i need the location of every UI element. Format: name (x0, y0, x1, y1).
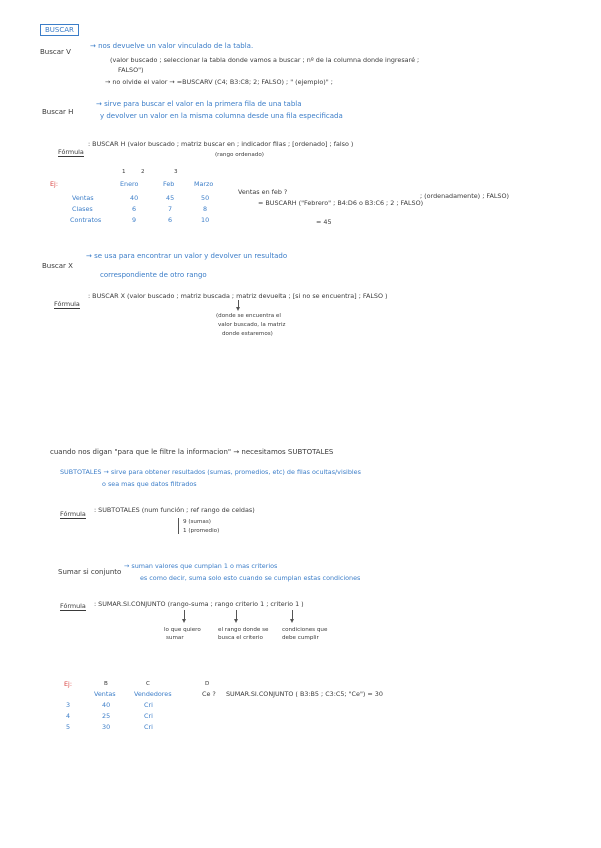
sumarsi-note: debe cumplir (282, 635, 319, 641)
table-header: Enero (120, 180, 139, 188)
arrow-down-icon (236, 307, 240, 311)
table-cell: 6 (132, 205, 137, 213)
buscarh-formula-label: Fórmula (58, 148, 84, 156)
table-cell: 8 (203, 205, 208, 213)
col-num: 2 (141, 169, 145, 175)
buscarv-heading: Buscar V (40, 48, 71, 56)
buscarh-formula: : BUSCAR H (valor buscado ; matriz buscar en ; indicador filas ; [ordenado] ; falso ) (88, 140, 354, 148)
sumarsi-formula: : SUMAR.SI.CONJUNTO (rango-suma ; rango criterio 1 ; criterio 1 ) (94, 600, 304, 608)
bracket-line (178, 518, 179, 534)
subtotales-option: 9 (sumas) (183, 519, 211, 525)
buscarx-note: (donde se encuentra el (216, 313, 281, 319)
table-cell: Contratos (70, 216, 102, 224)
subtotales-formula-label: Fórmula (60, 510, 86, 518)
sumarsi-description-2: es como decir, suma solo esto cuando se cumplan estas condiciones (140, 574, 361, 582)
table-cell: Ventas (72, 194, 94, 202)
col-letter: B (104, 681, 108, 687)
sumarsi-heading: Sumar si conjunto (58, 568, 122, 576)
subtotales-description-2: o sea mas que datos filtrados (102, 480, 197, 488)
table-cell: 7 (168, 205, 173, 213)
sumarsi-description-1: → suman valores que cumplan 1 o mas criterios (124, 562, 278, 570)
table-cell: Cri (144, 723, 153, 731)
table-header: Ventas (94, 690, 116, 698)
table-cell: 6 (168, 216, 173, 224)
page-title: BUSCAR (40, 24, 79, 36)
buscarh-heading: Buscar H (42, 108, 74, 116)
table-cell: 3 (66, 701, 71, 709)
table-header: Feb (163, 180, 175, 188)
arrow-down-icon (290, 619, 294, 623)
buscarh-formula-note: (rango ordenado) (215, 152, 264, 158)
table-cell: 30 (102, 723, 111, 731)
buscarx-formula: : BUSCAR X (valor buscado ; matriz buscada ; matriz devuelta ; [si no se encuentra] ; FALSO ) (88, 292, 388, 300)
buscarh-result: = 45 (316, 218, 332, 226)
arrow-down-icon (234, 619, 238, 623)
subtotales-intro: cuando nos digan "para que le filtre la informacion" → necesitamos SUBTOTALES (50, 448, 334, 456)
buscarx-note: donde estaremos) (222, 331, 273, 337)
sumarsi-answer: SUMAR.SI.CONJUNTO ( B3:B5 ; C3:C5; "Ce") = 30 (226, 690, 383, 698)
sumarsi-note: lo que quiero (164, 627, 201, 633)
buscarh-question: Ventas en feb ? (238, 188, 288, 196)
sumarsi-note: condiciones que (282, 627, 328, 633)
table-cell: Cri (144, 712, 153, 720)
subtotales-description-1: SUBTOTALES → sirve para obtener resultados (sumas, promedios, etc) de filas ocultas/visibles (60, 468, 361, 476)
table-header: Vendedores (134, 690, 172, 698)
table-cell: 50 (201, 194, 210, 202)
table-cell: 9 (132, 216, 137, 224)
table-cell: 45 (166, 194, 175, 202)
table-cell: 40 (130, 194, 139, 202)
buscarv-formula-end: FALSO") (118, 66, 144, 74)
col-letter: D (205, 681, 210, 687)
buscarv-formula-line: (valor buscado ; seleccionar la tabla donde vamos a buscar ; nº de la columna donde ingresaré ; (110, 56, 420, 64)
table-cell: 4 (66, 712, 71, 720)
buscarh-example-label: Ej: (50, 180, 58, 188)
subtotales-formula: : SUBTOTALES (num función ; ref rango de celdas) (94, 506, 255, 514)
buscarx-formula-label: Fórmula (54, 300, 80, 308)
buscarv-description: → nos devuelve un valor vinculado de la tabla. (90, 42, 254, 50)
sumarsi-note: busca el criterio (218, 635, 263, 641)
buscarh-answer-alt: ; (ordenadamente) ; FALSO) (420, 192, 509, 200)
arrow-down-icon (182, 619, 186, 623)
table-header: Marzo (194, 180, 214, 188)
buscarv-example: → no olvide el valor → =BUSCARV (C4; B3:C8; 2; FALSO) ; " (ejemplo)" ; (105, 78, 333, 86)
sumarsi-formula-label: Fórmula (60, 602, 86, 610)
sumarsi-note: el rango donde se (218, 627, 269, 633)
col-letter: C (146, 681, 150, 687)
buscarx-note: valor buscado, la matriz (218, 322, 286, 328)
buscarh-description-1: → sirve para buscar el valor en la primera fila de una tabla (96, 100, 302, 108)
sumarsi-note: sumar (166, 635, 184, 641)
table-cell: Cri (144, 701, 153, 709)
sumarsi-example-label: Ej: (64, 680, 72, 688)
buscarh-description-2: y devolver un valor en la misma columna desde una fila especificada (100, 112, 343, 120)
table-cell: 10 (201, 216, 210, 224)
subtotales-option: 1 (promedio) (183, 528, 220, 534)
buscarx-heading: Buscar X (42, 262, 73, 270)
table-cell: Clases (72, 205, 93, 213)
buscarx-description-2: correspondiente de otro rango (100, 271, 207, 279)
table-cell: 40 (102, 701, 111, 709)
table-cell: 5 (66, 723, 71, 731)
col-num: 3 (174, 169, 178, 175)
sumarsi-question: Ce ? (202, 690, 216, 698)
col-num: 1 (122, 169, 126, 175)
buscarx-description-1: → se usa para encontrar un valor y devolver un resultado (86, 252, 288, 260)
buscarh-answer-formula: = BUSCARH ("Febrero" ; B4:D6 o B3:C6 ; 2 ; FALSO) (258, 199, 424, 207)
table-cell: 25 (102, 712, 111, 720)
